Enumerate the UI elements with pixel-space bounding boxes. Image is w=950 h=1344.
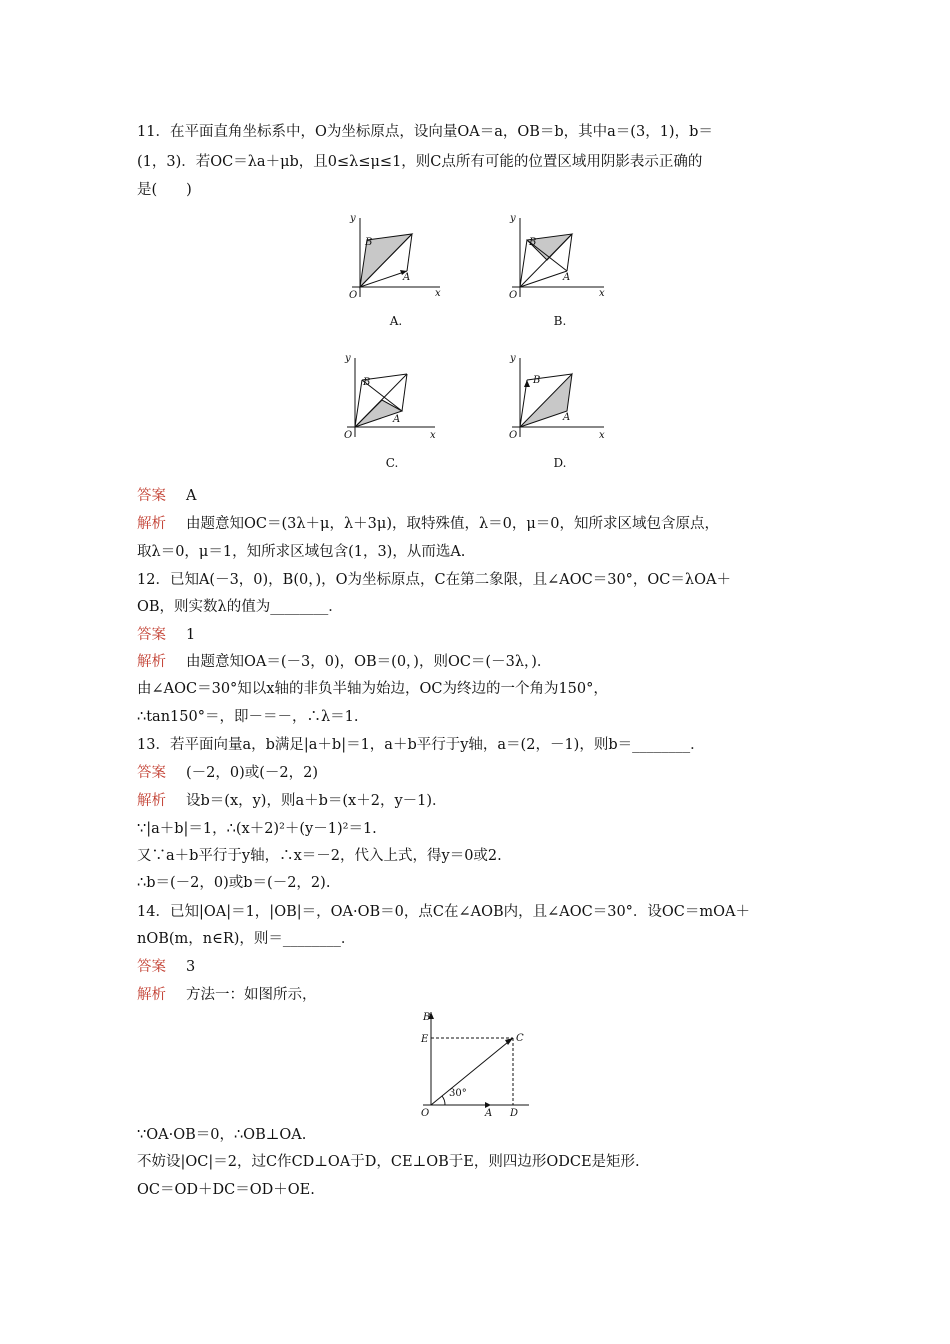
q12-answer [137, 625, 195, 645]
analysis-text: 由题意知OA＝(－3，0)，OB＝(0，)，则OC＝(－3λ，)． [186, 654, 552, 670]
figure-rectangle-odce [415, 1008, 535, 1118]
analysis-text: 由题意知OC＝(3λ＋μ，λ＋3μ)，取特殊值，λ＝0，μ＝0，知所求区域包含原点， [186, 516, 720, 532]
q14-line2: nOB(m，n∈R)，则＝________． [137, 931, 356, 947]
axis-x-label: x [435, 288, 441, 299]
figure-option-c [335, 352, 445, 447]
axis-x-label: x [599, 288, 605, 299]
q14-answer [137, 957, 195, 977]
fig-label-d: D [510, 1108, 519, 1118]
fig-label-b: B [423, 1012, 431, 1023]
q11-analysis [137, 514, 719, 534]
caption-b: B. [553, 314, 567, 328]
q13-analysis-line2: ∵|a＋b|＝1，∴(x＋2)²＋(y－1)²＝1. [137, 821, 377, 837]
q11-line3: 是( ) [137, 182, 192, 198]
q11-answer [137, 486, 196, 506]
q11-line1: 11．在平面直角坐标系中，O为坐标原点，设向量OA＝a，OB＝b，其中a＝(3，1)，b＝ [137, 124, 713, 140]
q11-line2: (1，3)．若OC＝λa＋μb，且0≤λ≤μ≤1，则C点所有可能的位置区域用阴影表示正确的 [137, 154, 703, 170]
axis-y-label: y [350, 213, 356, 224]
axis-y-label: y [345, 353, 351, 364]
origin-label: O [344, 430, 353, 441]
point-a-label: A [563, 412, 571, 423]
figure-option-b [500, 212, 610, 302]
q13-line1: 13．若平面向量a，b满足|a＋b|＝1，a＋b平行于y轴，a＝(2，－1)，则b＝________． [137, 737, 705, 753]
point-a-label: A [563, 272, 571, 283]
q11-analysis-line2: 取λ＝0，μ＝1，知所求区域包含(1，3)，从而选A. [137, 544, 466, 560]
q13-answer [137, 763, 318, 783]
caption-d: D. [553, 456, 567, 470]
answer-label: 答案 [137, 488, 166, 504]
point-b-label: B [365, 237, 373, 248]
axis-x-label: x [430, 430, 436, 441]
figure-option-a [340, 212, 450, 302]
answer-value: 1 [186, 627, 196, 643]
origin-label: O [509, 430, 518, 441]
point-b-label: B [533, 375, 541, 386]
axis-x-label: x [599, 430, 605, 441]
analysis-label: 解析 [137, 987, 166, 1003]
origin-label: O [509, 290, 518, 301]
q14-analysis-line2: ∵OA·OB＝0，∴OB⊥OA. [137, 1127, 307, 1143]
caption-c: C. [385, 456, 399, 470]
q12-analysis [137, 652, 551, 672]
analysis-label: 解析 [137, 793, 166, 809]
analysis-text: 设b＝(x，y)，则a＋b＝(x＋2，y－1)． [186, 793, 447, 809]
q12-analysis-line2: 由∠AOC＝30°知以x轴的非负半轴为始边，OC为终边的一个角为150°， [137, 681, 608, 697]
angle-label: 30° [449, 1088, 467, 1099]
fig-label-a: A [485, 1108, 493, 1118]
q14-line1: 14．已知|OA|＝1，|OB|＝，OA·OB＝0，点C在∠AOB内，且∠AOC＝30°．设OC＝mOA＋ [137, 904, 751, 920]
q12-line1: 12．已知A(－3，0)，B(0，)，O为坐标原点，C在第二象限，且∠AOC＝30°，OC＝λOA＋ [137, 572, 731, 588]
fig-label-e: E [421, 1034, 429, 1045]
answer-label: 答案 [137, 627, 166, 643]
fig-label-o: O [421, 1108, 430, 1118]
point-a-label: A [403, 272, 411, 283]
q13-analysis [137, 791, 447, 811]
analysis-label: 解析 [137, 516, 166, 532]
answer-label: 答案 [137, 765, 166, 781]
answer-value: (－2，0)或(－2，2) [186, 765, 319, 781]
analysis-text: 方法一：如图所示， [186, 987, 317, 1003]
answer-label: 答案 [137, 959, 166, 975]
q12-analysis-line3: ∴tan150°＝，即－＝－，∴λ＝1. [137, 709, 359, 725]
fig-label-c: C [516, 1033, 524, 1044]
answer-value: A [186, 488, 197, 504]
point-a-label: A [393, 414, 401, 425]
q14-analysis [137, 985, 317, 1005]
answer-value: 3 [186, 959, 196, 975]
q13-analysis-line3: 又∵a＋b平行于y轴，∴x＝－2，代入上式，得y＝0或2. [137, 848, 502, 864]
q14-analysis-line4: OC＝OD＋DC＝OD＋OE. [137, 1182, 315, 1198]
q14-analysis-line3: 不妨设|OC|＝2，过C作CD⊥OA于D，CE⊥OB于E，则四边形ODCE是矩形. [137, 1154, 640, 1170]
analysis-label: 解析 [137, 654, 166, 670]
q13-analysis-line4: ∴b＝(－2，0)或b＝(－2，2). [137, 875, 331, 891]
axis-y-label: y [510, 353, 516, 364]
axis-y-label: y [510, 213, 516, 224]
caption-a: A. [389, 314, 403, 328]
origin-label: O [349, 290, 358, 301]
q12-line2: OB，则实数λ的值为________． [137, 599, 343, 615]
figure-option-d [500, 352, 610, 447]
point-b-label: B [529, 237, 537, 248]
point-b-label: B [363, 377, 371, 388]
